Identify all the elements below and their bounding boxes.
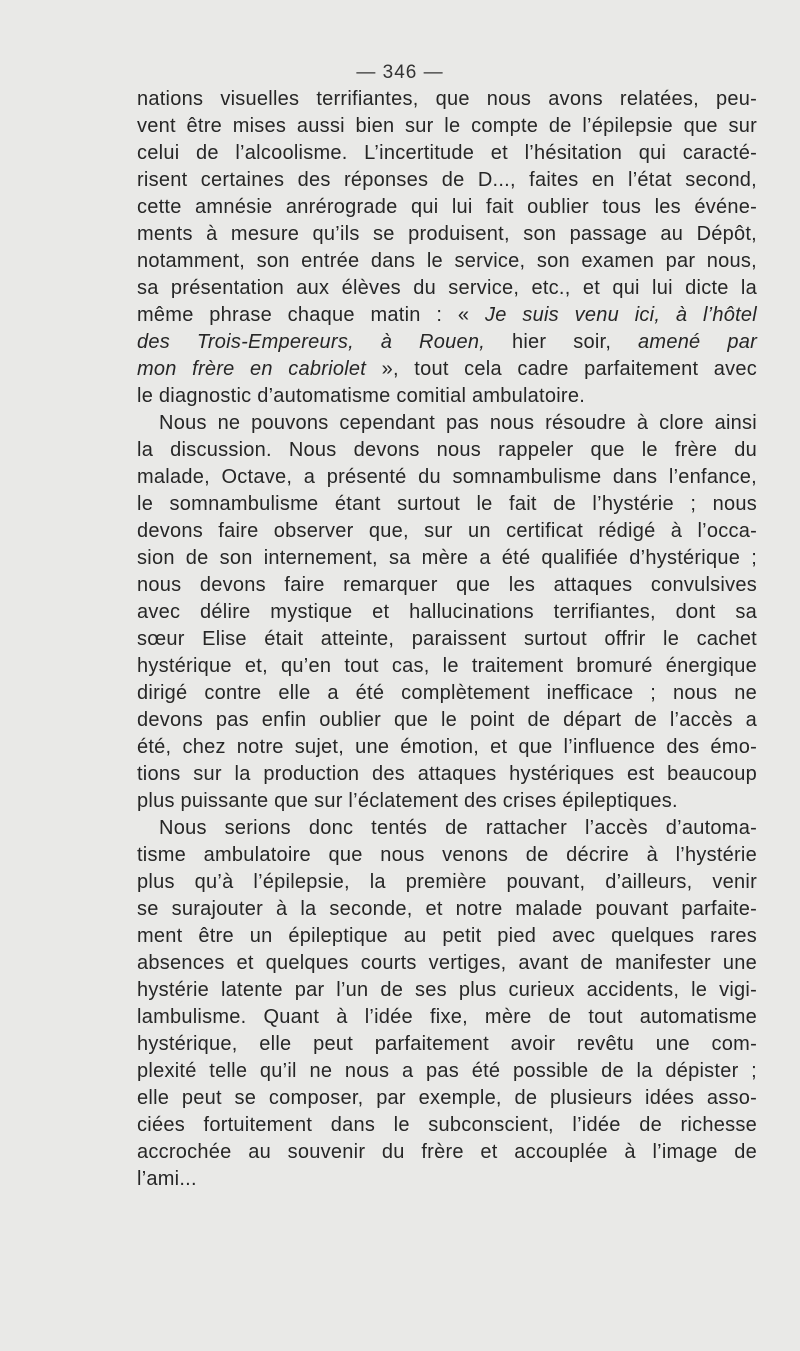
text-line: [137, 302, 757, 329]
text-run: hier soir,: [485, 331, 639, 353]
text-line: devons faire observer que, sur un certificat rédigé à l’occa-: [137, 520, 757, 542]
text-line: ments à mesure qu’ils se produisent, son passage au Dépôt,: [137, 223, 757, 245]
text-line: tisme ambulatoire que nous venons de décrire à l’hystérie: [137, 844, 757, 866]
text-line: celui de l’alcoolisme. L’incertitude et l’hésitation qui caracté-: [137, 142, 757, 164]
page-text: [137, 86, 757, 1193]
text-line: plexité telle qu’il ne nous a pas été possible de la dépister ;: [137, 1060, 757, 1082]
text-line: elle peut se composer, par exemple, de plusieurs idées asso-: [137, 1087, 757, 1109]
text-line: malade, Octave, a présenté du somnambulisme dans l’enfance,: [137, 466, 757, 488]
text-line: accrochée au souvenir du frère et accouplée à l’image de: [137, 1141, 757, 1163]
text-line: vent être mises aussi bien sur le compte de l’épilepsie que sur: [137, 115, 757, 137]
text-line: sa présentation aux élèves du service, etc., et qui lui dicte la: [137, 277, 757, 299]
text-line: hystérique, elle peut parfaitement avoir revêtu une com-: [137, 1033, 757, 1055]
text-line: nous devons faire remarquer que les attaques convulsives: [137, 574, 757, 596]
text-line: tions sur la production des attaques hystériques est beaucoup: [137, 763, 757, 785]
text-line: plus qu’à l’épilepsie, la première pouvant, d’ailleurs, venir: [137, 871, 757, 893]
italic-text-run: Je suis venu ici, à l’hôtel: [485, 304, 757, 326]
text-line: devons pas enfin oublier que le point de départ de l’accès a: [137, 709, 757, 731]
italic-text-run: des Trois-Empereurs, à Rouen,: [137, 331, 486, 353]
text-line: le somnambulisme étant surtout le fait de l’hystérie ; nous: [137, 493, 757, 515]
text-line: sœur Elise était atteinte, paraissent surtout offrir le cachet: [137, 628, 757, 650]
text-line: se surajouter à la seconde, et notre malade pouvant parfaite-: [137, 898, 757, 920]
text-line: avec délire mystique et hallucinations terrifiantes, dont sa: [137, 601, 757, 623]
text-line: hystérique et, qu’en tout cas, le traitement bromuré énergique: [137, 655, 757, 677]
text-line: nations visuelles terrifiantes, que nous avons relatées, peu-: [137, 88, 757, 110]
text-line: Nous serions donc tentés de rattacher l’accès d’automa-: [159, 817, 757, 839]
text-line: [137, 329, 757, 356]
text-line: absences et quelques courts vertiges, avant de manifester une: [137, 952, 757, 974]
italic-text-run: mon frère en cabriolet: [137, 358, 367, 380]
text-line: ciées fortuitement dans le subconscient, l’idée de richesse: [137, 1114, 757, 1136]
text-run: », tout cela cadre parfaitement avec: [366, 358, 757, 380]
text-line: risent certaines des réponses de D..., faites en l’état second,: [137, 169, 757, 191]
text-line: notamment, son entrée dans le service, son examen par nous,: [137, 250, 757, 272]
text-line: plus puissante que sur l’éclatement des crises épileptiques.: [137, 790, 678, 812]
text-line: le diagnostic d’automatisme comitial ambulatoire.: [137, 385, 586, 407]
page-number: — 346 —: [356, 62, 444, 83]
text-line: Nous ne pouvons cependant pas nous résoudre à clore ainsi: [159, 412, 757, 434]
text-line: [137, 356, 757, 383]
text-run: même phrase chaque matin : «: [137, 304, 485, 326]
italic-text-run: amené par: [638, 331, 757, 353]
text-line: lambulisme. Quant à l’idée fixe, mère de tout automatisme: [137, 1006, 757, 1028]
text-line: sion de son internement, sa mère a été qualifiée d’hystérique ;: [137, 547, 757, 569]
text-line: ment être un épileptique au petit pied avec quelques rares: [137, 925, 757, 947]
text-line: la discussion. Nous devons nous rappeler que le frère du: [137, 439, 757, 461]
text-line: l’ami...: [137, 1168, 197, 1190]
text-line: cette amnésie anrérograde qui lui fait oublier tous les événe-: [137, 196, 757, 218]
text-line: été, chez notre sujet, une émotion, et que l’influence des émo-: [137, 736, 757, 758]
text-line: dirigé contre elle a été complètement inefficace ; nous ne: [137, 682, 757, 704]
text-line: hystérie latente par l’un de ses plus curieux accidents, le vigi-: [137, 979, 757, 1001]
